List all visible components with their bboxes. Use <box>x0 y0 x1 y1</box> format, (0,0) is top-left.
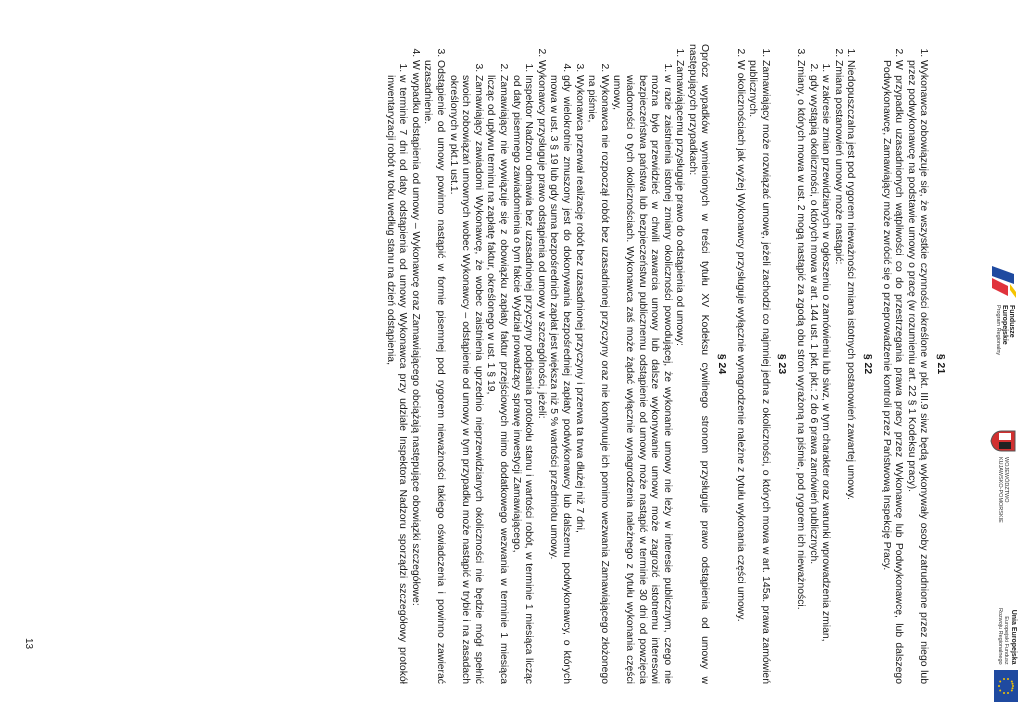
s24-item-1 <box>547 60 686 684</box>
s24-2-sub-2: 2. Zamawiający nie wywiązuje się z obowiązku zapłaty faktur przejściowych mimo dodatkowego wezwania w terminie 1 miesiąca licząc od upływu terminu na zapłatę faktur, określonego w ust. 1 § 19, <box>484 75 509 684</box>
s22-item-1: 1. Niedopuszczalna jest pod rygorem nieważności zmiana istotnych postanowień zawartej umowy. <box>844 60 857 684</box>
eu-flag-icon <box>994 670 1018 702</box>
s22-item-2-text: Zmiana postanowień umowy może nastąpić: <box>832 60 844 265</box>
s24-2-sub-3: 3. Zamawiający zawiadomi Wykonawcę, że wobec zaistnienia uprzednio nieprzewidzianych okoliczności nie będzie mógł spełnić swoich zobowiązań umownych wobec Wykonawcy – odstąpienie od umowy w tym przypadku może nastąpić w trybie i na zasadach określonych w pkt.1 ust.1. <box>446 75 484 684</box>
section-24-list <box>383 44 685 684</box>
s22-sub-2: 2. gdy wystąpią okoliczności, o których mowa w art. 144 ust. 1 pkt. pkt.: 2 do 6 prawa zamówień publicznych. <box>806 75 819 684</box>
s23-item-1: 1. Zamawiający może rozwiązać umowę, jeżeli zachodzi co najmniej jedna z okoliczności, o których mowa w art. 145a. prawa zamówień publicznych. <box>746 60 771 684</box>
s24-2-sub-1: 1. Inspektor Nadzoru odmawia bez uzasadnionej przyczyny podpisania protokołu stanu i wartości robót, w terminie 1 miesiąca licząc od daty pisemnego zawiadomienia o tym fakcie Wydział prowadzący sprawę inwestycji Zamawiającego, <box>509 75 534 684</box>
s24-item-4-sublist <box>383 60 408 684</box>
s22-item-2 <box>806 60 844 684</box>
s24-item-2 <box>446 60 547 684</box>
section-22-title: § 22 <box>862 353 874 375</box>
eu-logo-line3: Rozwoju Regionalnego <box>996 608 1003 665</box>
eu-logo-line2: Europejski Fundusz <box>1003 616 1010 665</box>
section-23-list <box>733 44 771 684</box>
funds-logo-line1: Fundusze <box>1007 305 1015 338</box>
s22-sub-1: 1. w zakresie zmian przewidzianych w ogłoszeniu o zamówieniu lub siwz, w tym charakter oraz warunki wprowadzenia zmian, <box>819 75 832 684</box>
s24-item-4 <box>383 60 421 684</box>
document-body <box>383 44 952 684</box>
funds-logo <box>990 264 1018 355</box>
european-funds-icon <box>990 264 1018 300</box>
s24-1-sub-4: 4. gdy wielokrotnie zmuszony jest do dokonywania bezpośredniej zapłaty podwykonawcy lub dalszemu podwykonawcy, o których mowa w ust. 3 § 19 lub gdy suma bezpośrednich zapłat jest większa niż 5 % wartości przedmiotu umowy. <box>547 75 572 684</box>
s22-item-2-sublist <box>806 60 831 684</box>
s21-item-2: 2. W przypadku uzasadnionych wątpliwości co do przestrzegania prawa pracy przez Wykonawcę lub Podwykonawcę, lub dalszego Podwykonawcę, Zamawiający może zwrócić się o przeprowadzenie kontroli przez Państwową Inspekcję Pracy. <box>879 60 904 684</box>
section-21-list <box>879 44 929 684</box>
s24-4-sub-1: 1. w terminie 7 dni od daty odstąpienia od umowy Wykonawca przy udziale Inspektora Nadzoru sporządzi szczegółowy protokół inwentaryzacji robót w toku według stanu na dzień odstąpienia, <box>383 75 408 684</box>
s24-intro: Oprócz wypadków wymienionych w treści tytułu XV Kodeksu cywilnego stronom przysługuje prawo odstąpienia od umowy w następujących przypadkach: <box>686 44 711 684</box>
section-21-title: § 21 <box>935 353 946 375</box>
s24-item-2-text: Wykonawcy przysługuje prawo odstąpienia od umowy w szczególności, jeżeli: <box>535 60 547 419</box>
s24-item-1-text: Zamawiającemu przysługuje prawo do odstąpienia od umowy: <box>674 60 686 346</box>
coat-of-arms-icon <box>990 430 1016 452</box>
s24-item-2-sublist <box>446 60 534 684</box>
page-header <box>944 0 1024 724</box>
section-24-title: § 24 <box>716 353 728 375</box>
s21-item-1: 1. Wykonawca zobowiązuje się, że wszystkie czynności określone w pkt. III.9 siwz będą wykonywały osoby zatrudnione przez niego lub przez podwykonawcę na podstawie umowy o pracę (w rozumieniu art. 22 § 1 Kodeksu pracy). <box>904 60 929 684</box>
region-logo-line1: WOJEWÓDZTWO <box>1003 457 1010 503</box>
eu-logo <box>994 608 1018 702</box>
s24-item-3: 3. Odstąpienie od umowy powinno nastąpić w formie pisemnej pod rygorem nieważności takiego oświadczenia i powinno zawierać uzasadnienie. <box>421 60 446 684</box>
s23-item-2: 2. W okolicznościach jak wyżej Wykonawcy przysługuje wyłącznie wynagrodzenie należne z tytułu wykonania części umowy. <box>733 60 746 684</box>
region-logo-line2: KUJAWSKO-POMORSKIE <box>997 457 1003 523</box>
s24-1-sub-1: 1. w razie zaistnienia istotnej zmiany okoliczności powodującej, że wykonanie umowy nie leży w interesie publicznym, czego nie można było przewidzieć w chwili zawarcia umowy lub dalsze wykonywanie umowy może zagrozić istotnemu interesowi bezpieczeństwa państwa lub bezpieczeństwu publicznemu odstąpienie od umowy może nastąpić w terminie 30 dni od powzięcia wiadomości o tych okolicznościach. Wykonawca zaś może żądać wyłącznie wynagrodzenia należnego z tytułu wykonania części umowy, <box>610 75 673 684</box>
page-number: 13 <box>23 638 34 650</box>
s24-item-4-text: W wypadku odstąpienia od umowy – Wykonawcę oraz Zamawiającego obciążają następujące obowiązki szczegółowe: <box>409 60 421 606</box>
funds-logo-line3: Program Regionalny <box>994 305 1001 356</box>
s24-item-1-sublist <box>547 60 673 684</box>
funds-logo-line2: Europejskie <box>1001 305 1009 345</box>
s22-item-3: 3. Zmiany, o których mowa w ust. 2 mogą nastąpić za zgodą obu stron wyrażoną na piśmie, pod rygorem ich nieważności. <box>793 60 806 684</box>
section-23-title: § 23 <box>776 353 788 375</box>
s24-1-sub-3: 3. Wykonawca przerwał realizację robót bez uzasadnionej przyczyny i przerwa ta trwa dłużej niż 7 dni, <box>572 75 585 684</box>
eu-logo-line1: Unia Europejska <box>1009 609 1017 665</box>
section-22-list <box>793 44 856 684</box>
s24-1-sub-2: 2. Wykonawca nie rozpoczął robót bez uzasadnionej przyczyny oraz nie kontynuuje ich pomimo wezwania Zamawiającego złożonego na piśmie, <box>585 75 610 684</box>
region-logo <box>990 430 1016 523</box>
